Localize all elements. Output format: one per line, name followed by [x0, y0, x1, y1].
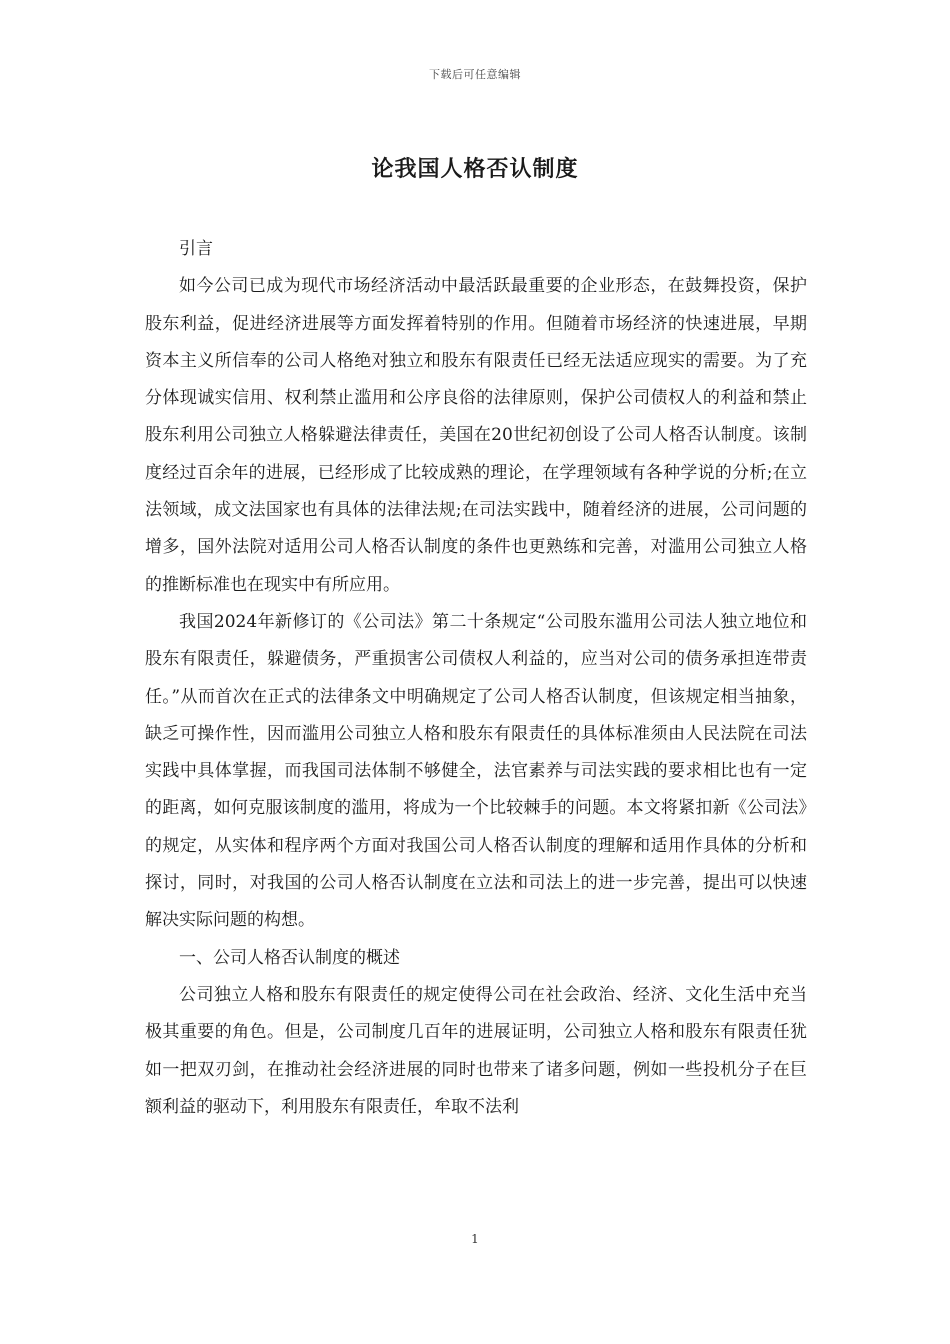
document-body	[145, 231, 807, 1126]
paragraph: 公司独立人格和股东有限责任的规定使得公司在社会政治、经济、文化生活中充当极其重要的角色。但是，公司制度几百年的进展证明，公司独立人格和股东有限责任犹如一把双刃剑，在推动社会经济进展的同时也带来了诸多问题，例如一些投机分子在巨额利益的驱动下，利用股东有限责任，牟取不法利	[145, 984, 807, 1117]
paragraph: 如今公司已成为现代市场经济活动中最活跃最重要的企业形态，在鼓舞投资，保护股东利益，促进经济进展等方面发挥着特别的作用。但随着市场经济的快速进展，早期资本主义所信奉的公司人格绝对独立和股东有限责任已经无法适应现实的需要。为了充分体现诚实信用、权利禁止滥用和公序良俗的法律原则，保护公司债权人的利益和禁止股东利用公司独立人格躲避法律责任，美国在20世纪初创设了公司人格否认制度。该制度经过百余年的进展，已经形成了比较成熟的理论，在学理领域有各种学说的分析;在立法领域，成文法国家也有具体的法律法规;在司法实践中，随着经济的进展，公司问题的增多，国外法院对适用公司人格否认制度的条件也更熟练和完善，对滥用公司独立人格的推断标准也在现实中有所应用。	[145, 276, 807, 595]
paragraph-intro-heading: 引言	[179, 239, 213, 259]
header-note: 下载后可任意编辑	[429, 68, 521, 81]
page-number: 1	[471, 1232, 479, 1246]
section-heading: 一、公司人格否认制度的概述	[179, 947, 400, 968]
document-title: 论我国人格否认制度	[371, 156, 579, 182]
paragraph: 我国2024年新修订的《公司法》第二十条规定“公司股东滥用公司法人独立地位和股东有限责任，躲避债务，严重损害公司债权人利益的，应当对公司的债务承担连带责任。”从而首次在正式的法律条文中明确规定了公司人格否认制度，但该规定相当抽象，缺乏可操作性，因而滥用公司独立人格和股东有限责任的具体标准须由人民法院在司法实践中具体掌握，而我国司法体制不够健全，法官素养与司法实践的要求相比也有一定的距离，如何克服该制度的滥用，将成为一个比较棘手的问题。本文将紧扣新《公司法》的规定，从实体和程序两个方面对我国公司人格否认制度的理解和适用作具体的分析和探讨，同时，对我国的公司人格否认制度在立法和司法上的进一步完善，提出可以快速解决实际问题的构想。	[145, 611, 807, 931]
